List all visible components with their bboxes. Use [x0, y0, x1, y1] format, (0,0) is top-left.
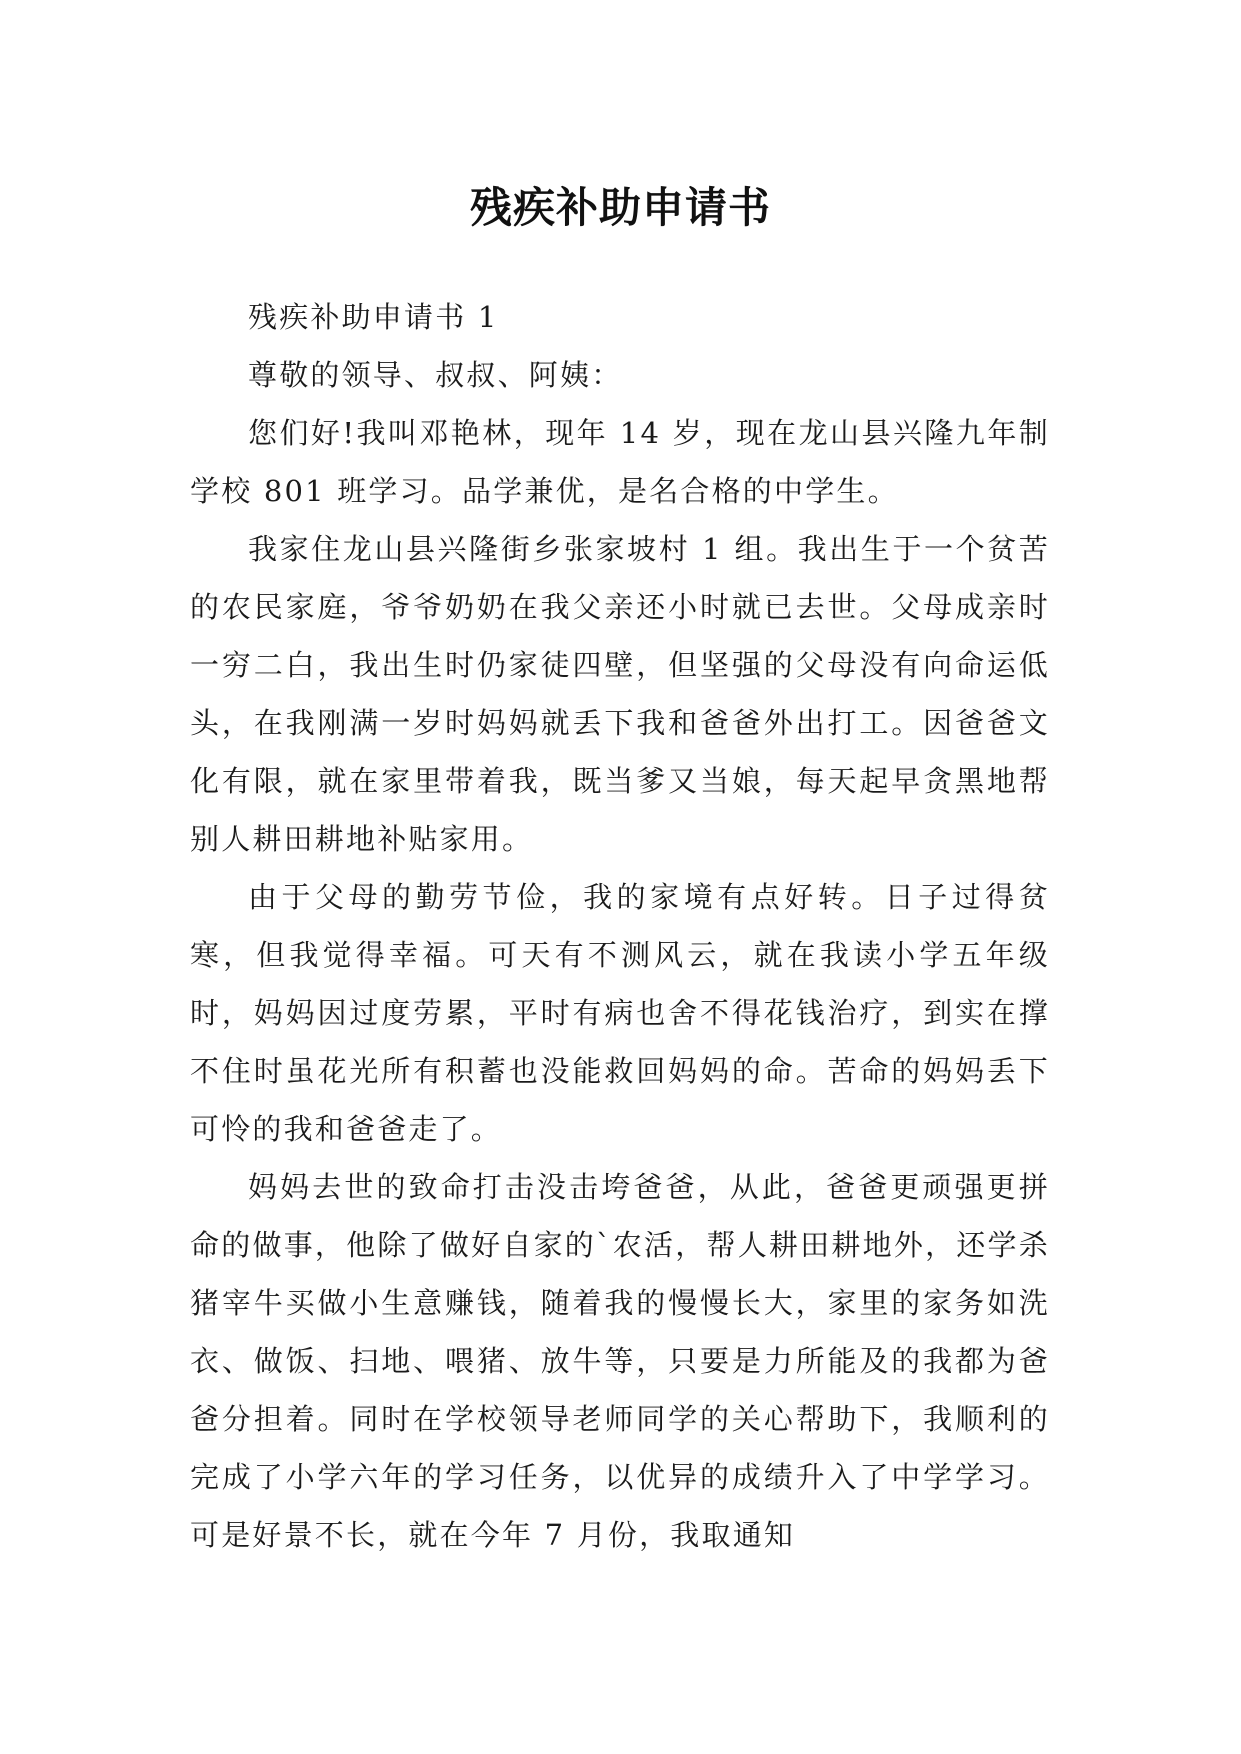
document-body — [190, 288, 1050, 1564]
hardship-paragraph: 由于父母的勤劳节俭，我的家境有点好转。日子过得贫寒，但我觉得幸福。可天有不测风云，就在我读小学五年级时，妈妈因过度劳累，平时有病也舍不得花钱治疗，到实在撑不住时虽花光所有积蓄也没能救回妈妈的命。苦命的妈妈丢下可怜的我和爸爸走了。 — [190, 880, 1050, 1146]
intro-paragraph: 您们好!我叫邓艳林，现年 14 岁，现在龙山县兴隆九年制学校 801 班学习。品学兼优，是名合格的中学生。 — [190, 416, 1050, 508]
document-title: 残疾补助申请书 — [469, 183, 771, 233]
salutation-paragraph: 尊敬的领导、叔叔、阿姨： — [248, 358, 623, 392]
father-paragraph: 妈妈去世的致命打击没击垮爸爸，从此，爸爸更顽强更拼命的做事，他除了做好自家的`农活，帮人耕田耕地外，还学杀猪宰牛买做小生意赚钱，随着我的慢慢长大，家里的家务如洗衣、做饭、扫地、喂猪、放牛等，只要是力所能及的我都为爸爸分担着。同时在学校领导老师同学的关心帮助下，我顺利的完成了小学六年的学习任务，以优异的成绩升入了中学学习。可是好景不长，就在今年 7 月份，我取通知 — [190, 1170, 1050, 1552]
subtitle-paragraph: 残疾补助申请书 1 — [248, 300, 499, 334]
family-background-paragraph: 我家住龙山县兴隆街乡张家坡村 1 组。我出生于一个贫苦的农民家庭，爷爷奶奶在我父亲还小时就已去世。父母成亲时一穷二白，我出生时仍家徒四壁，但坚强的父母没有向命运低头，在我刚满一岁时妈妈就丢下我和爸爸外出打工。因爸爸文化有限，就在家里带着我，既当爹又当娘，每天起早贪黑地帮别人耕田耕地补贴家用。 — [190, 532, 1050, 856]
